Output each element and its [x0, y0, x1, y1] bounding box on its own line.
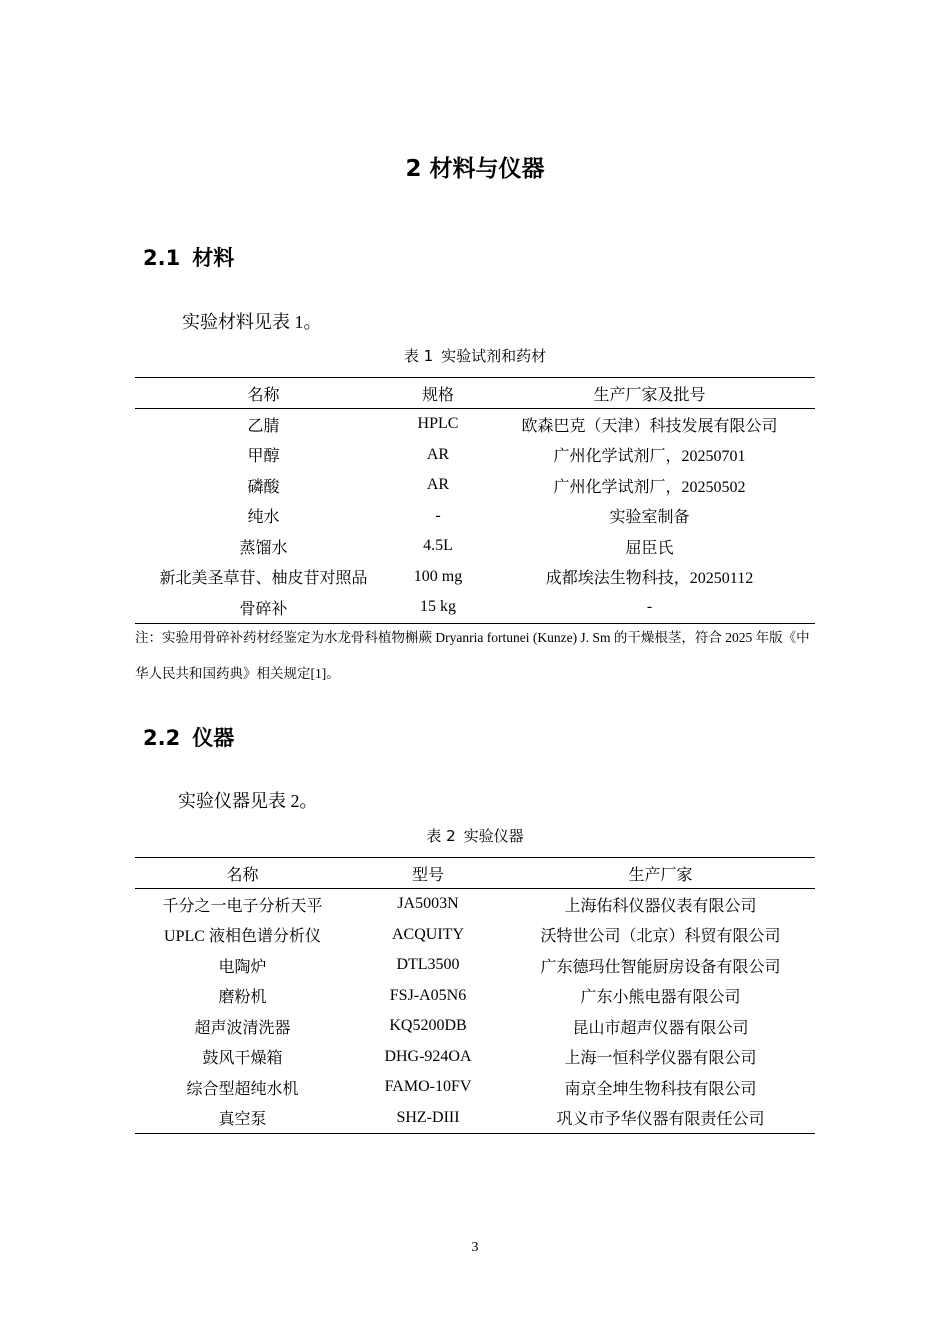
table-cell: 广东小熊电器有限公司 — [580, 989, 741, 1007]
table-row — [135, 531, 815, 562]
materials-intro: 实验材料见表 1。 — [182, 312, 322, 332]
table-cell: 电陶炉 — [218, 958, 267, 976]
table-cell: 实验室制备 — [609, 509, 690, 527]
table-cell: 甲醇 — [247, 448, 280, 466]
section-heading-instruments — [143, 722, 234, 752]
materials-table — [135, 377, 815, 624]
table-header-row — [135, 858, 815, 889]
table-cell: - — [646, 598, 653, 616]
table-cell: 屈臣氏 — [625, 539, 674, 557]
column-header: 名称 — [135, 378, 392, 409]
column-header: 生产厂家 — [506, 858, 815, 889]
table-cell: 骨碎补 — [239, 600, 288, 618]
table1-caption — [0, 345, 950, 366]
table-cell: AR — [426, 445, 450, 463]
table-cell: 广州化学试剂厂，20250502 — [553, 478, 746, 496]
table1-note: 注：实验用骨碎补药材经鉴定为水龙骨科植物槲蕨 Dryanria fortunei (Kunze) J. Sm 的干燥根茎，符合 2025 年版《中华人民共和国药典》相关规定[1]。 — [135, 630, 810, 681]
table1-label: 表 1 — [403, 347, 434, 365]
table-row — [135, 1103, 815, 1134]
table-cell: SHZ-DIII — [396, 1108, 460, 1126]
table-row — [135, 950, 815, 981]
table-cell: 乙腈 — [247, 417, 280, 435]
section-title: 材料 — [192, 246, 235, 270]
table-cell: DHG-924OA — [384, 1047, 472, 1065]
table-cell: UPLC 液相色谱分析仪 — [164, 928, 321, 946]
table-cell: KQ5200DB — [389, 1017, 467, 1035]
table-cell: 千分之一电子分析天平 — [162, 897, 323, 915]
table-cell: HPLC — [417, 415, 459, 433]
table-row — [135, 409, 815, 440]
table-cell: 上海一恒科学仪器有限公司 — [564, 1050, 757, 1068]
table-cell: FSJ-A05N6 — [389, 986, 467, 1004]
table-cell: ACQUITY — [392, 925, 464, 943]
column-header: 名称 — [135, 858, 350, 889]
table-row — [135, 1072, 815, 1103]
column-header: 生产厂家及批号 — [484, 378, 815, 409]
table-cell: 鼓风干燥箱 — [202, 1050, 283, 1068]
table-cell: - — [435, 506, 441, 524]
column-header: 型号 — [350, 858, 506, 889]
table-cell: 沃特世公司（北京）科贸有限公司 — [540, 928, 781, 946]
table-cell: 广州化学试剂厂，20250701 — [553, 448, 746, 466]
table-cell: JA5003N — [397, 895, 459, 913]
table-cell: 欧森巴克（天津）科技发展有限公司 — [521, 417, 778, 435]
table-row — [135, 470, 815, 501]
table-row — [135, 1011, 815, 1042]
section-number: 2.2 — [143, 726, 181, 750]
table-cell: 广东德玛仕智能厨房设备有限公司 — [540, 958, 781, 976]
table-cell: 新北美圣草苷、柚皮苷对照品 — [159, 570, 368, 588]
table1-title: 实验试剂和药材 — [441, 347, 547, 365]
table-cell: AR — [426, 476, 450, 494]
chapter-title: 2 材料与仪器 — [405, 156, 545, 182]
instruments-intro: 实验仪器见表 2。 — [178, 791, 318, 811]
table-row — [135, 592, 815, 623]
table-cell: 蒸馏水 — [239, 539, 288, 557]
table2-caption — [0, 825, 950, 846]
table-cell: 巩义市予华仪器有限责任公司 — [556, 1111, 765, 1129]
table-cell: FAMO-10FV — [384, 1078, 472, 1096]
table2-title: 实验仪器 — [463, 827, 524, 845]
table-cell: 100 mg — [413, 567, 463, 585]
section-number: 2.1 — [143, 246, 181, 270]
instruments-table — [135, 857, 815, 1134]
section-title: 仪器 — [192, 726, 235, 750]
table-header-row — [135, 378, 815, 409]
table-cell: 真空泵 — [218, 1111, 267, 1129]
table-cell: 15 kg — [420, 598, 456, 616]
table-cell: DTL3500 — [396, 956, 460, 974]
page-number: 3 — [471, 1240, 479, 1255]
table-cell: 纯水 — [247, 509, 280, 527]
table-cell: 南京全坤生物科技有限公司 — [564, 1080, 757, 1098]
table-cell: 成都埃法生物科技，20250112 — [545, 570, 754, 588]
table-row — [135, 562, 815, 593]
table2-label: 表 2 — [426, 827, 456, 845]
table-row — [135, 1042, 815, 1073]
table-row — [135, 440, 815, 471]
column-header: 规格 — [392, 378, 484, 409]
table-row — [135, 889, 815, 920]
table-row — [135, 920, 815, 951]
table-cell: 上海佑科仪器仪表有限公司 — [564, 897, 757, 915]
table-cell: 磷酸 — [247, 478, 280, 496]
table-cell: 磨粉机 — [218, 989, 267, 1007]
table-cell: 4.5L — [423, 537, 453, 555]
table-cell: 综合型超纯水机 — [186, 1080, 299, 1098]
section-heading-materials — [143, 242, 234, 272]
table-cell: 超声波清洗器 — [194, 1019, 291, 1037]
table-cell: 昆山市超声仪器有限公司 — [572, 1019, 749, 1037]
table-row — [135, 981, 815, 1012]
table-row — [135, 501, 815, 532]
